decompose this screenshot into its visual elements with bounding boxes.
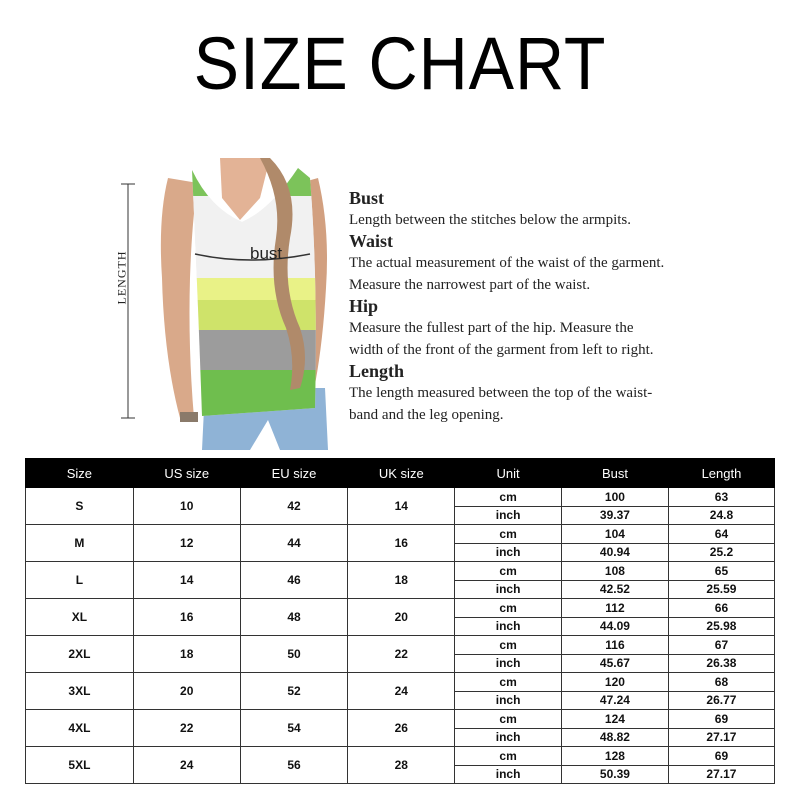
cell-unit: inch — [455, 506, 562, 525]
cell-eu-size: 44 — [240, 525, 348, 562]
cell-size: XL — [26, 599, 134, 636]
cell-bust: 116 — [562, 636, 669, 655]
cell-uk-size: 14 — [348, 488, 455, 525]
cell-length: 69 — [668, 747, 774, 766]
cell-unit: cm — [455, 673, 562, 692]
table-row — [26, 747, 775, 766]
desc-term-bust: Bust — [349, 188, 385, 208]
cell-unit: inch — [455, 728, 562, 747]
cell-eu-size: 50 — [240, 636, 348, 673]
cell-unit: inch — [455, 691, 562, 710]
col-header-size: Size — [26, 459, 134, 488]
cell-us-size: 20 — [133, 673, 240, 710]
cell-size: M — [26, 525, 134, 562]
cell-us-size: 18 — [133, 636, 240, 673]
size-table — [25, 458, 775, 784]
cell-uk-size: 26 — [348, 710, 455, 747]
cell-bust: 48.82 — [562, 728, 669, 747]
cell-us-size: 10 — [133, 488, 240, 525]
cell-bust: 44.09 — [562, 617, 669, 636]
cell-length: 25.2 — [668, 543, 774, 562]
cell-bust: 104 — [562, 525, 669, 544]
cell-length: 24.8 — [668, 506, 774, 525]
cell-unit: inch — [455, 654, 562, 673]
cell-bust: 40.94 — [562, 543, 669, 562]
cell-size: 2XL — [26, 636, 134, 673]
cell-us-size: 24 — [133, 747, 240, 784]
col-header-eu-size: EU size — [240, 459, 348, 488]
desc-term-hip: Hip — [349, 296, 379, 316]
col-header-us-size: US size — [133, 459, 240, 488]
table-header-row — [26, 459, 775, 488]
col-header-bust: Bust — [562, 459, 669, 488]
cell-size: L — [26, 562, 134, 599]
cell-uk-size: 28 — [348, 747, 455, 784]
cell-unit: inch — [455, 617, 562, 636]
table-row — [26, 673, 775, 692]
table-row — [26, 636, 775, 655]
cell-uk-size: 22 — [348, 636, 455, 673]
cell-length: 25.59 — [668, 580, 774, 599]
cell-unit: inch — [455, 543, 562, 562]
cell-length: 65 — [668, 562, 774, 581]
table-row — [26, 599, 775, 618]
desc-text-waist-1: The actual measurement of the waist of the garment. — [349, 255, 665, 271]
cell-bust: 45.67 — [562, 654, 669, 673]
cell-bust: 47.24 — [562, 691, 669, 710]
desc-text-bust-1: Length between the stitches below the armpits. — [349, 212, 632, 228]
cell-uk-size: 20 — [348, 599, 455, 636]
page-title: SIZE CHART — [193, 22, 607, 105]
cell-unit: cm — [455, 599, 562, 618]
cell-unit: inch — [455, 580, 562, 599]
desc-text-length-2: band and the leg opening. — [349, 407, 504, 423]
cell-length: 66 — [668, 599, 774, 618]
cell-unit: inch — [455, 765, 562, 784]
cell-uk-size: 16 — [348, 525, 455, 562]
cell-bust: 112 — [562, 599, 669, 618]
cell-uk-size: 24 — [348, 673, 455, 710]
length-label: LENGTH — [114, 250, 129, 305]
cell-bust: 39.37 — [562, 506, 669, 525]
cell-bust: 42.52 — [562, 580, 669, 599]
cell-bust: 50.39 — [562, 765, 669, 784]
bust-label: bust — [250, 244, 283, 263]
cell-uk-size: 18 — [348, 562, 455, 599]
cell-eu-size: 46 — [240, 562, 348, 599]
cell-unit: cm — [455, 525, 562, 544]
cell-bust: 124 — [562, 710, 669, 729]
desc-text-hip-2: width of the front of the garment from left to right. — [349, 342, 654, 358]
cell-unit: cm — [455, 562, 562, 581]
table-row — [26, 562, 775, 581]
col-header-unit: Unit — [455, 459, 562, 488]
table-row — [26, 710, 775, 729]
cell-eu-size: 48 — [240, 599, 348, 636]
cell-length: 27.17 — [668, 728, 774, 747]
cell-length: 25.98 — [668, 617, 774, 636]
col-header-length: Length — [668, 459, 774, 488]
measurement-descriptions — [349, 188, 789, 426]
cell-unit: cm — [455, 488, 562, 507]
desc-text-hip-1: Measure the fullest part of the hip. Measure the — [349, 320, 634, 336]
cell-eu-size: 42 — [240, 488, 348, 525]
cell-unit: cm — [455, 636, 562, 655]
model-figure-image — [150, 158, 335, 453]
cell-us-size: 12 — [133, 525, 240, 562]
cell-bust: 120 — [562, 673, 669, 692]
cell-length: 69 — [668, 710, 774, 729]
cell-length: 67 — [668, 636, 774, 655]
desc-text-length-1: The length measured between the top of the waist- — [349, 385, 653, 401]
cell-unit: cm — [455, 710, 562, 729]
cell-size: S — [26, 488, 134, 525]
cell-length: 68 — [668, 673, 774, 692]
table-row — [26, 488, 775, 507]
cell-eu-size: 56 — [240, 747, 348, 784]
cell-length: 27.17 — [668, 765, 774, 784]
cell-size: 4XL — [26, 710, 134, 747]
cell-length: 64 — [668, 525, 774, 544]
cell-bust: 128 — [562, 747, 669, 766]
desc-term-length: Length — [349, 361, 405, 381]
cell-bust: 108 — [562, 562, 669, 581]
cell-length: 26.77 — [668, 691, 774, 710]
desc-term-waist: Waist — [349, 231, 394, 251]
cell-unit: cm — [455, 747, 562, 766]
cell-us-size: 22 — [133, 710, 240, 747]
cell-bust: 100 — [562, 488, 669, 507]
col-header-uk-size: UK size — [348, 459, 455, 488]
cell-us-size: 14 — [133, 562, 240, 599]
cell-length: 63 — [668, 488, 774, 507]
cell-us-size: 16 — [133, 599, 240, 636]
cell-size: 3XL — [26, 673, 134, 710]
table-row — [26, 525, 775, 544]
cell-size: 5XL — [26, 747, 134, 784]
cell-eu-size: 52 — [240, 673, 348, 710]
desc-text-waist-2: Measure the narrowest part of the waist. — [349, 277, 591, 293]
cell-eu-size: 54 — [240, 710, 348, 747]
cell-length: 26.38 — [668, 654, 774, 673]
